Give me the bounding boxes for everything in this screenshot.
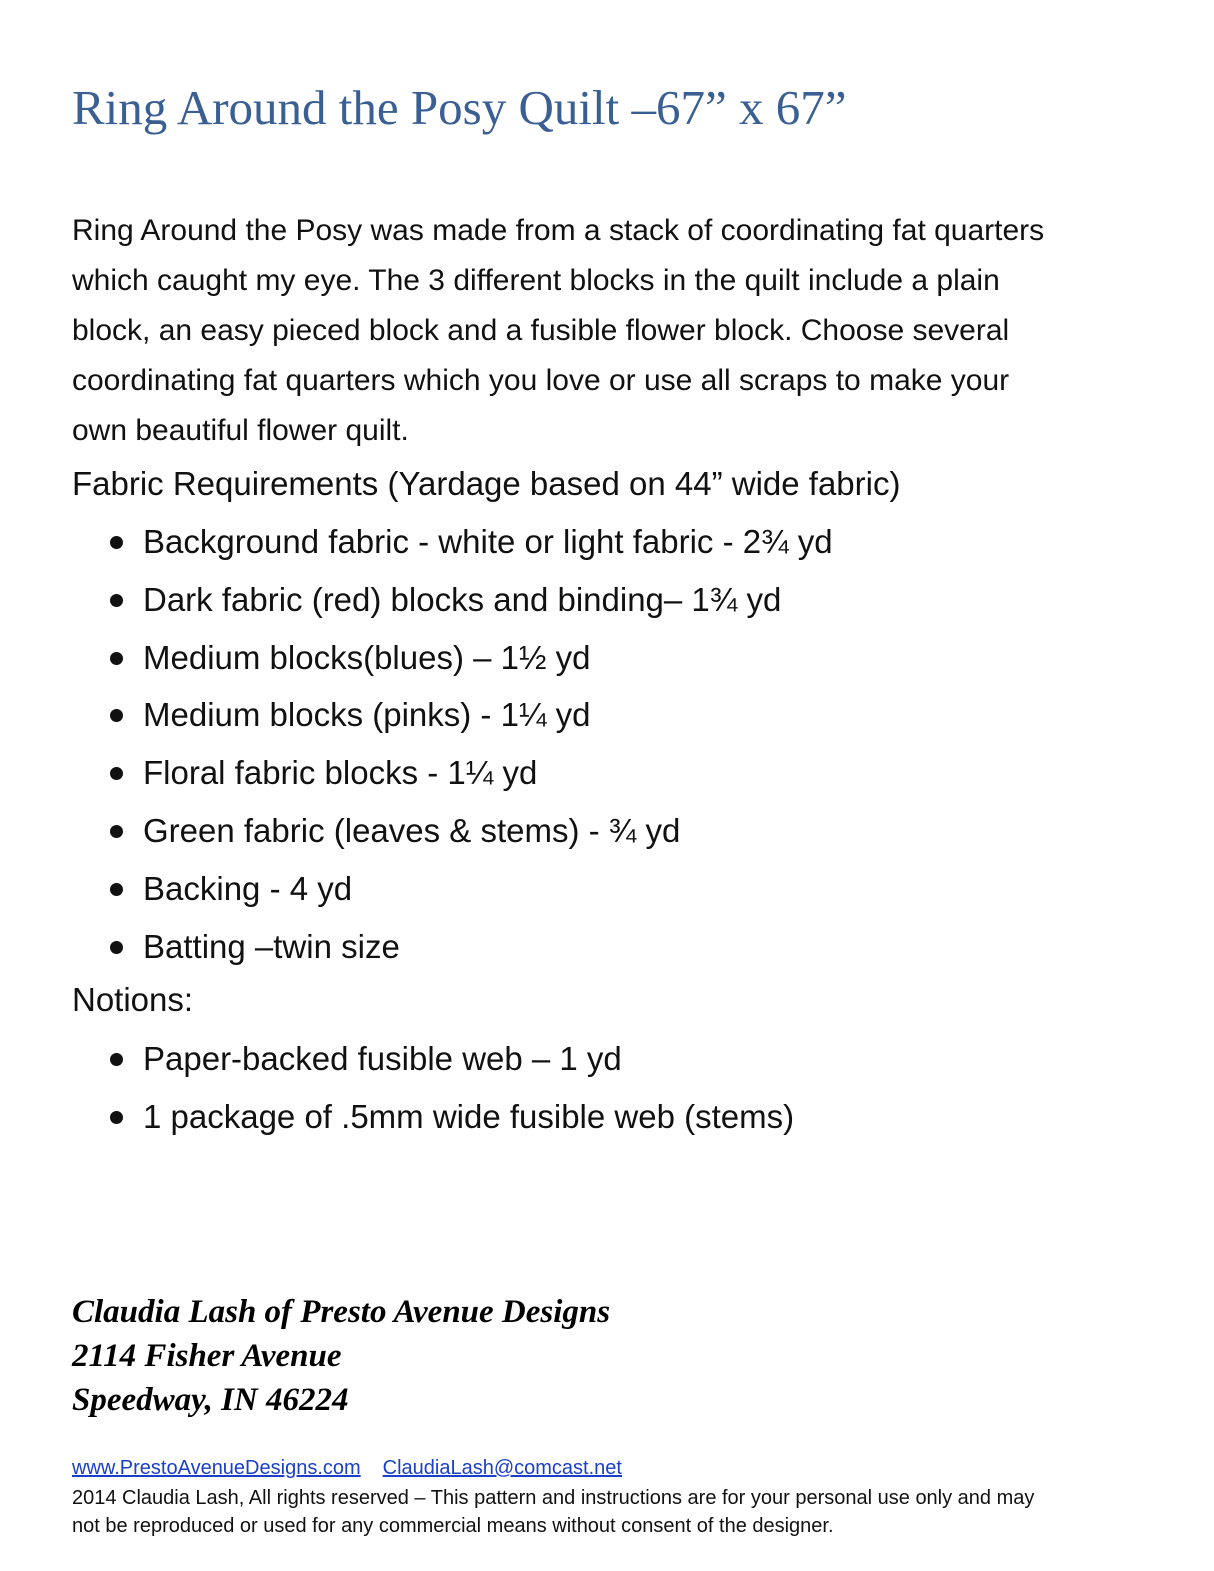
bullet-icon: [110, 767, 123, 780]
bullet-icon: [110, 594, 123, 607]
bullet-icon: [110, 709, 123, 722]
list-item: [0, 744, 833, 802]
list-item-text: 1 package of .5mm wide fusible web (stems): [143, 1097, 795, 1135]
intro-line: block, an easy pieced block and a fusible flower block. Choose several: [72, 314, 1010, 347]
copyright-line: 2014 Claudia Lash, All rights reserved – This pattern and instructions are for your personal use only and may: [72, 1487, 1035, 1509]
list-item-text: Green fabric (leaves & stems) - ¾ yd: [143, 811, 681, 849]
street-address: 2114 Fisher Avenue: [72, 1338, 342, 1374]
email-link[interactable]: ClaudiaLash@comcast.net: [382, 1457, 622, 1479]
list-item-text: Floral fabric blocks - 1¼ yd: [143, 754, 538, 792]
bullet-icon: [110, 536, 123, 549]
list-item-text: Medium blocks (pinks) - 1¼ yd: [143, 696, 591, 734]
copyright-notice: [72, 1484, 1152, 1540]
list-item: [0, 513, 833, 571]
intro-paragraph: [72, 206, 1152, 456]
list-item: [0, 686, 833, 744]
bullet-icon: [110, 941, 123, 954]
bullet-icon: [110, 825, 123, 838]
list-item: [0, 1030, 794, 1088]
designer-address: [72, 1290, 610, 1422]
website-link[interactable]: www.PrestoAvenueDesigns.com: [72, 1457, 361, 1479]
notions-list: [0, 1030, 794, 1146]
intro-line: own beautiful flower quilt.: [72, 414, 409, 447]
list-item-text: Background fabric - white or light fabric - 2¾ yd: [143, 523, 833, 560]
fabric-requirements-heading: Fabric Requirements (Yardage based on 44” wide fabric): [72, 465, 901, 502]
list-item-text: Batting –twin size: [143, 927, 400, 965]
fabric-requirements-list: [0, 513, 833, 975]
list-item: [0, 860, 833, 918]
page-title: Ring Around the Posy Quilt –67” x 67”: [72, 80, 847, 135]
intro-line: which caught my eye. The 3 different blocks in the quilt include a plain: [72, 264, 1000, 297]
bullet-icon: [110, 1053, 123, 1066]
list-item: [0, 802, 833, 860]
bullet-icon: [110, 1111, 123, 1124]
list-item: [0, 571, 833, 629]
intro-line: coordinating fat quarters which you love or use all scraps to make your: [72, 364, 1010, 397]
designer-name: Claudia Lash of Presto Avenue Designs: [72, 1294, 611, 1330]
list-item-text: Medium blocks(blues) – 1½ yd: [143, 638, 591, 676]
list-item-text: Dark fabric (red) blocks and binding– 1¾ yd: [143, 580, 782, 618]
city-state-zip: Speedway, IN 46224: [72, 1382, 349, 1418]
copyright-line: not be reproduced or used for any commercial means without consent of the designer.: [72, 1515, 834, 1537]
list-item: [0, 918, 833, 976]
list-item-text: Paper-backed fusible web – 1 yd: [143, 1040, 622, 1077]
list-item: [0, 1088, 794, 1146]
list-item: [0, 629, 833, 687]
bullet-icon: [110, 652, 123, 665]
notions-heading: Notions:: [72, 981, 194, 1018]
footer-links: [72, 1454, 622, 1482]
list-item-text: Backing - 4 yd: [143, 869, 353, 907]
intro-line: Ring Around the Posy was made from a stack of coordinating fat quarters: [72, 214, 1045, 247]
bullet-icon: [110, 883, 123, 896]
